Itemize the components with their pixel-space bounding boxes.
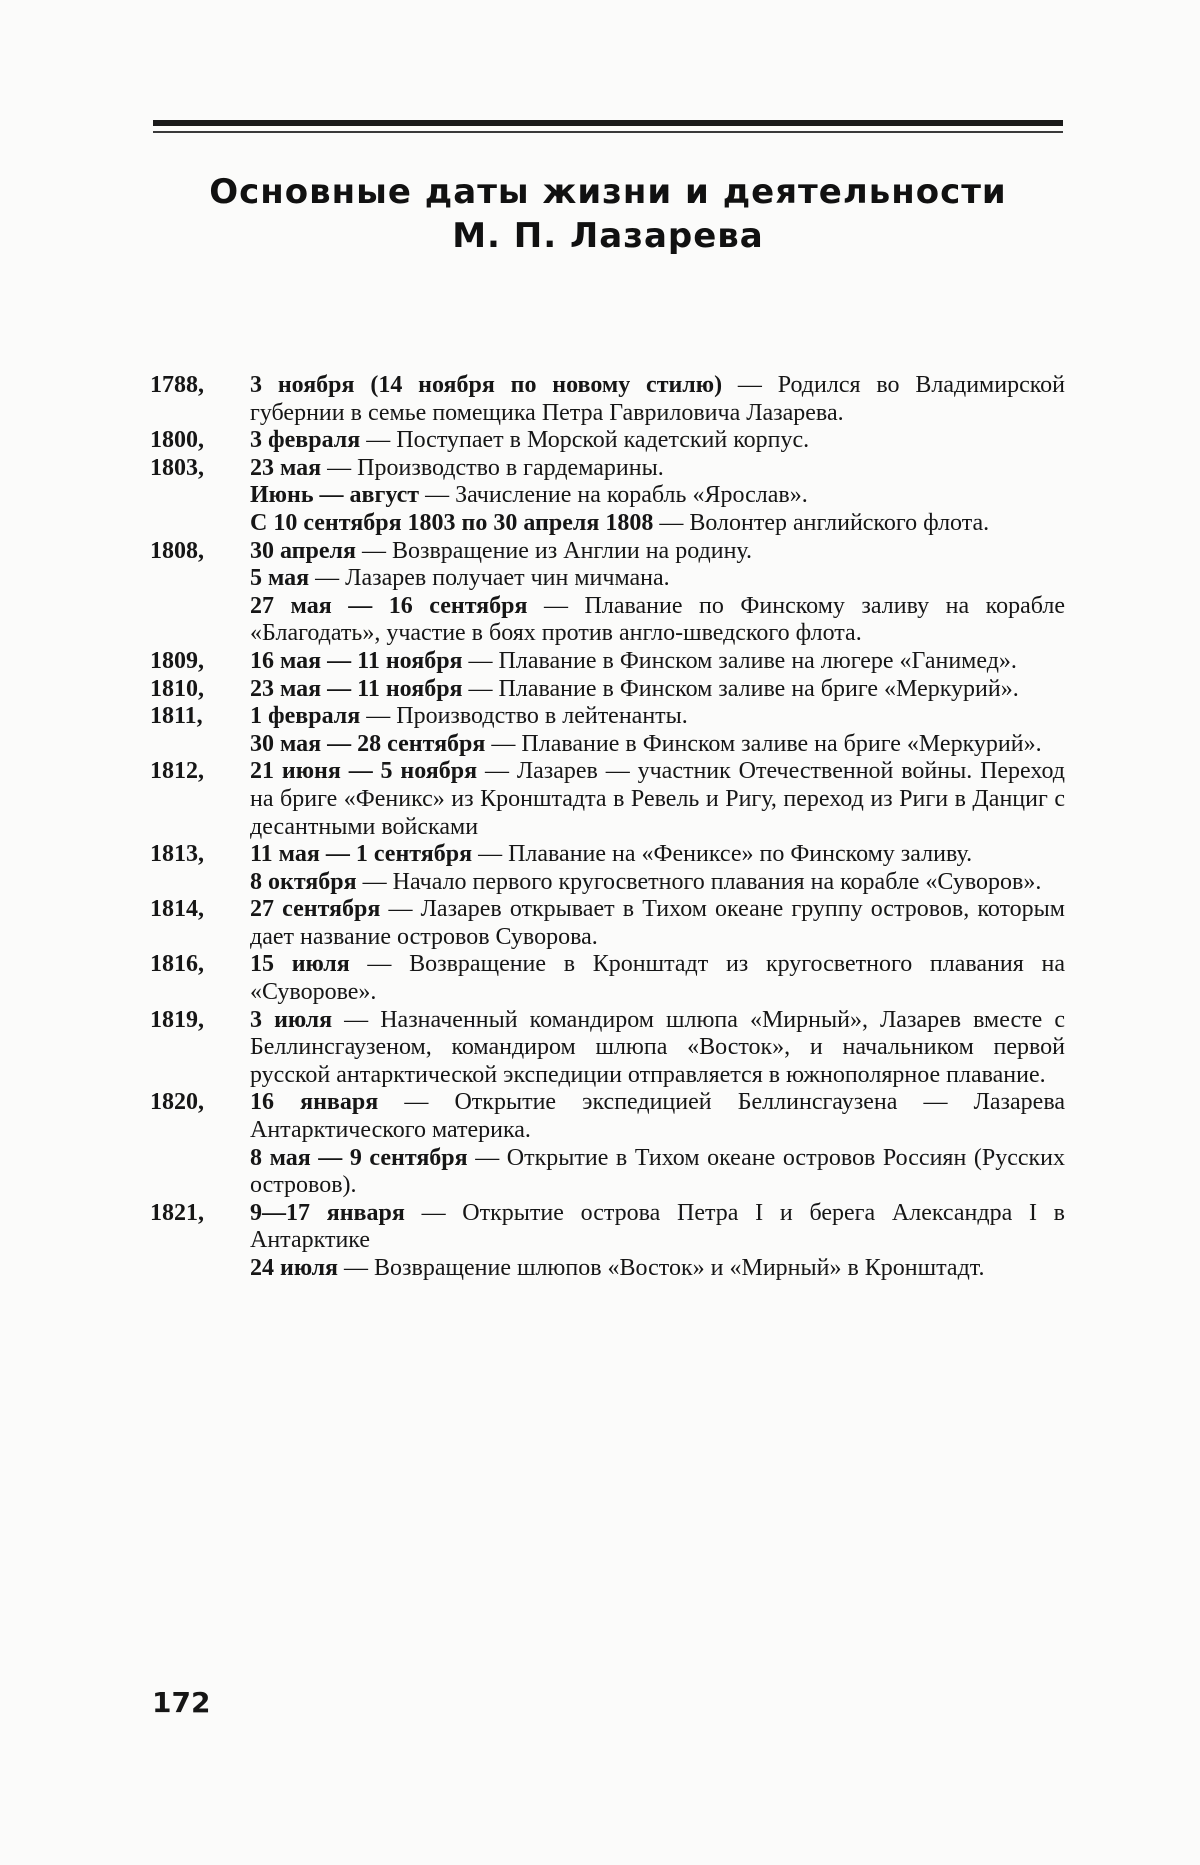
- chapter-title: [150, 170, 1066, 258]
- entry-year: 1803,: [150, 454, 204, 481]
- event-description: — Открытие экспедицией Беллинсгаузена — Лазарева Антарктического материка.: [250, 1089, 1065, 1144]
- event-description: — Поступает в Морской кадетский корпус.: [360, 427, 810, 454]
- entry-event: [250, 758, 1065, 841]
- event-description: — Начало первого кругосветного плавания на корабле «Суворов».: [356, 868, 1042, 895]
- event-date: 16 января: [250, 1089, 379, 1116]
- event-description: — Лазарев получает чин мичмана.: [309, 565, 670, 592]
- event-description: — Назначенный командиром шлюпа «Мирный», Лазарев вместе с Беллинсгаузеном, командиром шлюпа «Восток», и начальником первой русской антарктической экспедиции отправляется в южнополярное плавание.: [250, 1006, 1065, 1088]
- entry-year: 1820,: [150, 1089, 204, 1116]
- event-date: 8 мая — 9 сентября: [250, 1144, 468, 1171]
- chronology-entry: [150, 455, 1065, 538]
- chronology-list: [150, 372, 1065, 1283]
- event-date: 5 мая: [250, 565, 310, 592]
- event-description: — Родился во Владимирской губернии в семье помещика Петра Гавриловича Лазарева.: [250, 372, 1065, 426]
- entry-event: [250, 869, 1065, 897]
- entry-event: [250, 482, 1065, 510]
- entry-event: [250, 951, 1065, 1006]
- entry-event: [250, 538, 1065, 566]
- chronology-entry: [150, 1007, 1065, 1090]
- chronology-entry: [150, 648, 1065, 676]
- event-description: — Производство в лейтенанты.: [360, 703, 688, 730]
- entry-year: 1809,: [150, 647, 204, 674]
- entry-year: 1821,: [150, 1199, 204, 1226]
- entry-year: 1811,: [150, 703, 203, 730]
- title-line-2: М. П. Лазарева: [452, 216, 764, 256]
- header-rule-thin: [153, 131, 1063, 133]
- event-description: — Производство в гардемарины.: [321, 454, 664, 481]
- title-line-1: Основные даты жизни и деятельности: [209, 172, 1007, 212]
- entry-event: [250, 1200, 1065, 1255]
- event-description: — Плавание в Финском заливе на люгере «Ганимед».: [462, 647, 1017, 674]
- event-date: 21 июня — 5 ноября: [250, 758, 478, 785]
- chronology-entry: [150, 427, 1065, 455]
- entry-event: [250, 676, 1065, 704]
- event-date: С 10 сентября 1803 по 30 апреля 1808: [250, 509, 654, 536]
- event-date: Июнь — август: [250, 482, 420, 509]
- entry-event: [250, 841, 1065, 869]
- event-description: — Открытие острова Петра I и берега Александра I в Антарктике: [250, 1199, 1066, 1254]
- entry-event: [250, 703, 1065, 731]
- event-description: — Открытие в Тихом океане островов Россиян (Русских островов).: [250, 1144, 1065, 1199]
- entry-event: [250, 455, 1065, 483]
- event-description: — Возвращение шлюпов «Восток» и «Мирный» в Кронштадт.: [338, 1255, 985, 1281]
- entry-event: [250, 648, 1065, 676]
- event-date: 30 мая — 28 сентября: [250, 730, 486, 757]
- event-date: 8 октября: [250, 868, 357, 895]
- header-rule-thick: [153, 120, 1063, 126]
- event-description: — Зачисление на корабль «Ярослав».: [419, 482, 808, 509]
- chronology-entry: [150, 676, 1065, 704]
- event-description: — Плавание на «Фениксе» по Финскому заливу.: [472, 841, 973, 868]
- entry-event: [250, 1255, 1065, 1283]
- event-date: 9—17 января: [250, 1199, 405, 1226]
- event-date: 15 июля: [250, 951, 350, 978]
- entry-event: [250, 593, 1065, 648]
- entry-year: 1819,: [150, 1006, 204, 1033]
- entry-event: [250, 731, 1065, 759]
- entry-year: 1812,: [150, 758, 204, 785]
- chronology-entry: [150, 372, 1065, 427]
- entry-year: 1788,: [150, 372, 204, 398]
- entry-event: [250, 427, 1065, 455]
- chronology-entry: [150, 1200, 1065, 1283]
- event-date: 3 ноября (14 ноября по новому стилю): [250, 372, 723, 398]
- event-description: — Плавание в Финском заливе на бриге «Меркурий».: [462, 675, 1019, 702]
- entry-year: 1810,: [150, 675, 204, 702]
- entry-year: 1814,: [150, 896, 204, 923]
- chronology-entry: [150, 703, 1065, 758]
- event-date: 3 февраля: [250, 427, 361, 454]
- event-date: 24 июля: [250, 1255, 339, 1281]
- event-description: — Возвращение из Англии на родину.: [355, 537, 753, 564]
- chronology-entry: [150, 841, 1065, 896]
- chronology-entry: [150, 896, 1065, 951]
- entry-event: [250, 372, 1065, 427]
- entry-year: 1808,: [150, 537, 204, 564]
- chronology-entry: [150, 1089, 1065, 1199]
- page-number: 172: [152, 1686, 211, 1719]
- event-date: 27 сентября: [250, 896, 381, 923]
- event-date: 23 мая: [250, 454, 322, 481]
- chronology-entry: [150, 538, 1065, 648]
- event-date: 23 мая — 11 ноября: [250, 675, 463, 702]
- entry-event: [250, 565, 1065, 593]
- chronology-entry: [150, 758, 1065, 841]
- event-description: — Плавание в Финском заливе на бриге «Меркурий».: [485, 730, 1042, 757]
- entry-year: 1800,: [150, 427, 204, 454]
- entry-event: [250, 896, 1065, 951]
- event-date: 27 мая — 16 сентября: [250, 592, 528, 619]
- event-description: — Плавание по Финскому заливу на корабле «Благодать», участие в боях против англо-шведского флота.: [250, 592, 1065, 647]
- event-date: 3 июля: [250, 1006, 333, 1033]
- entry-event: [250, 510, 1065, 538]
- entry-event: [250, 1007, 1065, 1090]
- entry-event: [250, 1089, 1065, 1144]
- event-description: — Лазарев открывает в Тихом океане группу островов, которым дает название островов Суворова.: [250, 896, 1065, 950]
- event-date: 1 февраля: [250, 703, 361, 730]
- chronology-entry: [150, 951, 1065, 1006]
- event-date: 11 мая — 1 сентября: [250, 841, 473, 868]
- entry-year: 1816,: [150, 951, 204, 978]
- entry-year: 1813,: [150, 841, 204, 868]
- entry-event: [250, 1145, 1065, 1200]
- event-date: 16 мая — 11 ноября: [250, 647, 463, 674]
- event-date: 30 апреля: [250, 537, 356, 564]
- event-description: — Возвращение в Кронштадт из кругосветного плавания на «Суворове».: [250, 951, 1065, 1006]
- event-description: — Лазарев — участник Отечественной войны. Переход на бриге «Феникс» из Кронштадта в Ревель и Ригу, переход из Риги в Данциг с десантными войсками: [250, 758, 1065, 840]
- event-description: — Волонтер английского флота.: [653, 509, 990, 536]
